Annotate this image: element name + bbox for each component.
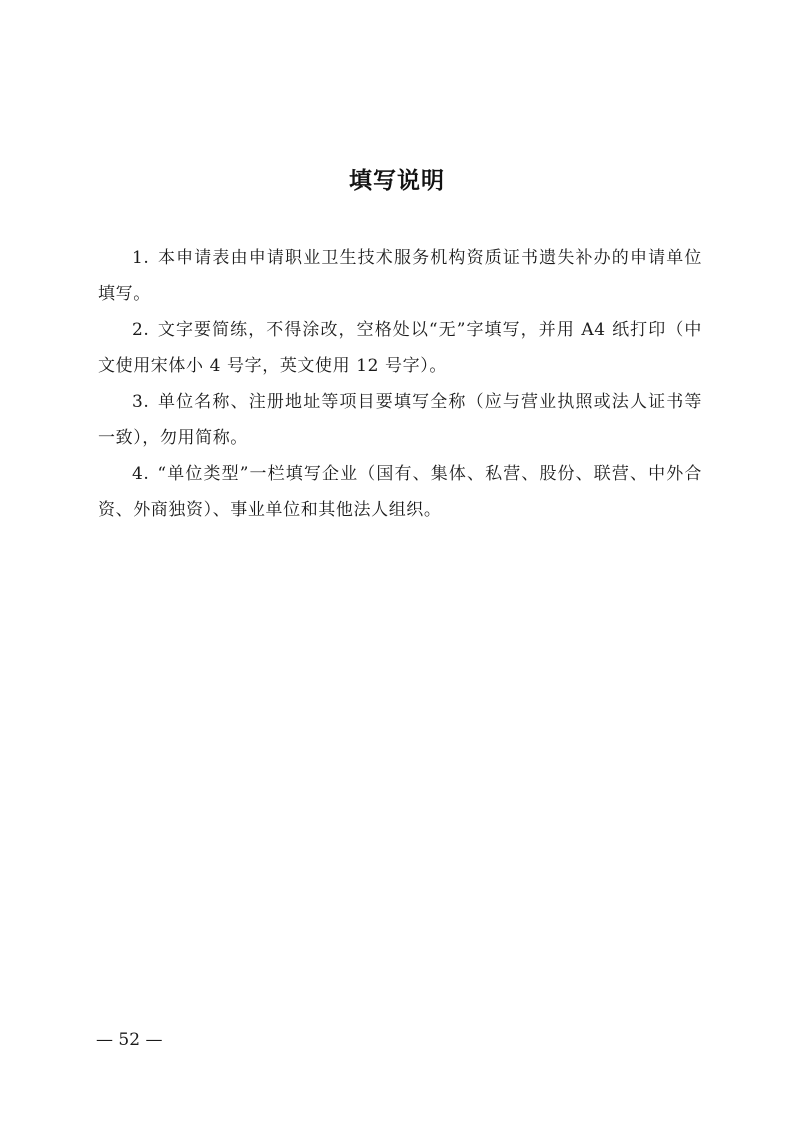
instruction-number: 1. — [132, 248, 150, 268]
instruction-text: 本申请表由申请职业卫生技术服务机构资质证书遗失补办的申请单位填写。 — [98, 248, 702, 304]
instructions-body — [98, 240, 702, 528]
instruction-number: 4. — [132, 464, 150, 484]
instruction-text: 单位名称、注册地址等项目要填写全称（应与营业执照或法人证书等一致），勿用简称。 — [98, 392, 702, 448]
instruction-number: 3. — [132, 392, 150, 412]
instruction-number: 2. — [132, 320, 150, 340]
instruction-text: 文字要简练，不得涂改，空格处以“无”字填写，并用 A4 纸打印（中文使用宋体小 4 号字，英文使用 12 号字）。 — [98, 320, 702, 376]
instruction-item-1 — [98, 240, 702, 312]
page-number: — 52 — — [96, 1030, 163, 1050]
instruction-item-4 — [98, 456, 702, 528]
instruction-item-3 — [98, 384, 702, 456]
instruction-text: “单位类型”一栏填写企业（国有、集体、私营、股份、联营、中外合资、外商独资）、事业单位和其他法人组织。 — [98, 464, 702, 520]
instruction-item-2 — [98, 312, 702, 384]
page-title: 填写说明 — [349, 168, 445, 194]
